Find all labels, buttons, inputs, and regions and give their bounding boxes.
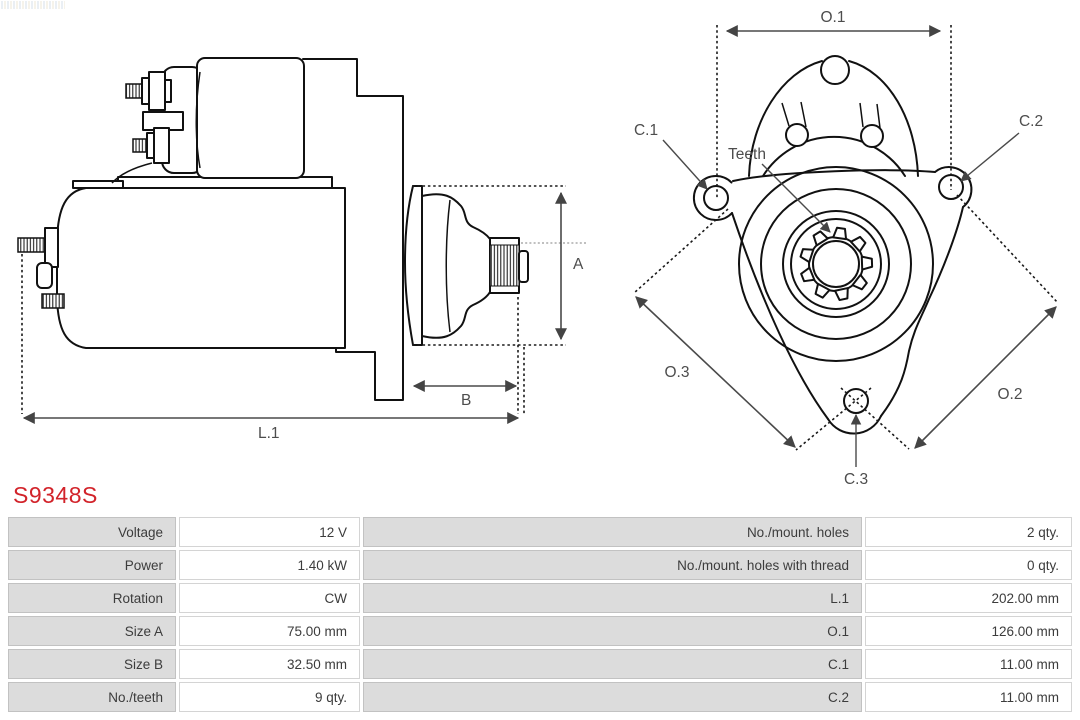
- spec-label: No./teeth: [8, 682, 176, 712]
- dim-label-a: A: [573, 256, 584, 273]
- dim-label-c3: C.3: [843, 471, 869, 488]
- mount-hole-c1: [704, 186, 728, 210]
- dim-label-o3: O.3: [664, 364, 690, 381]
- dim-label-teeth: Teeth: [728, 146, 766, 163]
- through-bolt-lower: [42, 294, 64, 308]
- arch-top-hole: [821, 56, 849, 84]
- spec-label: Rotation: [8, 583, 176, 613]
- terminal-nut-lower: [154, 128, 169, 163]
- spec-label: Size A: [8, 616, 176, 646]
- part-number: S9348S: [13, 482, 98, 508]
- spec-value: 9 qty.: [179, 682, 360, 712]
- spec-value: 126.00 mm: [865, 616, 1072, 646]
- spec-table: [8, 517, 1072, 712]
- spec-label: O.1: [363, 616, 862, 646]
- terminal-stud-top: [126, 84, 142, 98]
- spec-value: 2 qty.: [865, 517, 1072, 547]
- spec-value: 75.00 mm: [179, 616, 360, 646]
- spec-label: No./mount. holes with thread: [363, 550, 862, 580]
- drive-end-bell: [422, 194, 490, 338]
- spec-value: 202.00 mm: [865, 583, 1072, 613]
- spec-label: Voltage: [8, 517, 176, 547]
- spec-value: 0 qty.: [865, 550, 1072, 580]
- through-bolt-upper: [18, 238, 45, 252]
- spec-value: 1.40 kW: [179, 550, 360, 580]
- dim-label-o1: O.1: [820, 9, 846, 26]
- terminal-stud-lower: [133, 139, 147, 152]
- pinion-end-cap: [519, 251, 528, 282]
- arch-right-hole: [861, 125, 883, 147]
- spec-value: 32.50 mm: [179, 649, 360, 679]
- spec-label: No./mount. holes: [363, 517, 862, 547]
- solenoid-body: [197, 58, 304, 178]
- mount-hole-c2: [939, 175, 963, 199]
- spec-value: CW: [179, 583, 360, 613]
- spec-value: 11.00 mm: [865, 682, 1072, 712]
- dim-label-o2: O.2: [997, 386, 1023, 403]
- dim-label-c2: C.2: [1018, 113, 1044, 130]
- terminal-nut-top: [149, 72, 165, 110]
- dim-label-l1: L.1: [258, 425, 280, 442]
- spec-label: L.1: [363, 583, 862, 613]
- pinion-teeth: [800, 227, 872, 300]
- spec-value: 12 V: [179, 517, 360, 547]
- dim-label-b: B: [461, 392, 472, 409]
- spec-label: Power: [8, 550, 176, 580]
- spec-value: 11.00 mm: [865, 649, 1072, 679]
- mount-hole-c3: [844, 389, 868, 413]
- spec-label: C.1: [363, 649, 862, 679]
- shaft-bore: [813, 241, 859, 287]
- front-view-drawing: [634, 9, 1058, 488]
- dim-label-c1: C.1: [633, 122, 659, 139]
- arch-left-hole: [786, 124, 808, 146]
- motor-body: [57, 188, 345, 348]
- spec-label: Size B: [8, 649, 176, 679]
- side-view-drawing: [18, 58, 588, 442]
- drive-end-flange: [405, 186, 422, 345]
- spec-label: C.2: [363, 682, 862, 712]
- body-top-plate-left: [73, 181, 123, 188]
